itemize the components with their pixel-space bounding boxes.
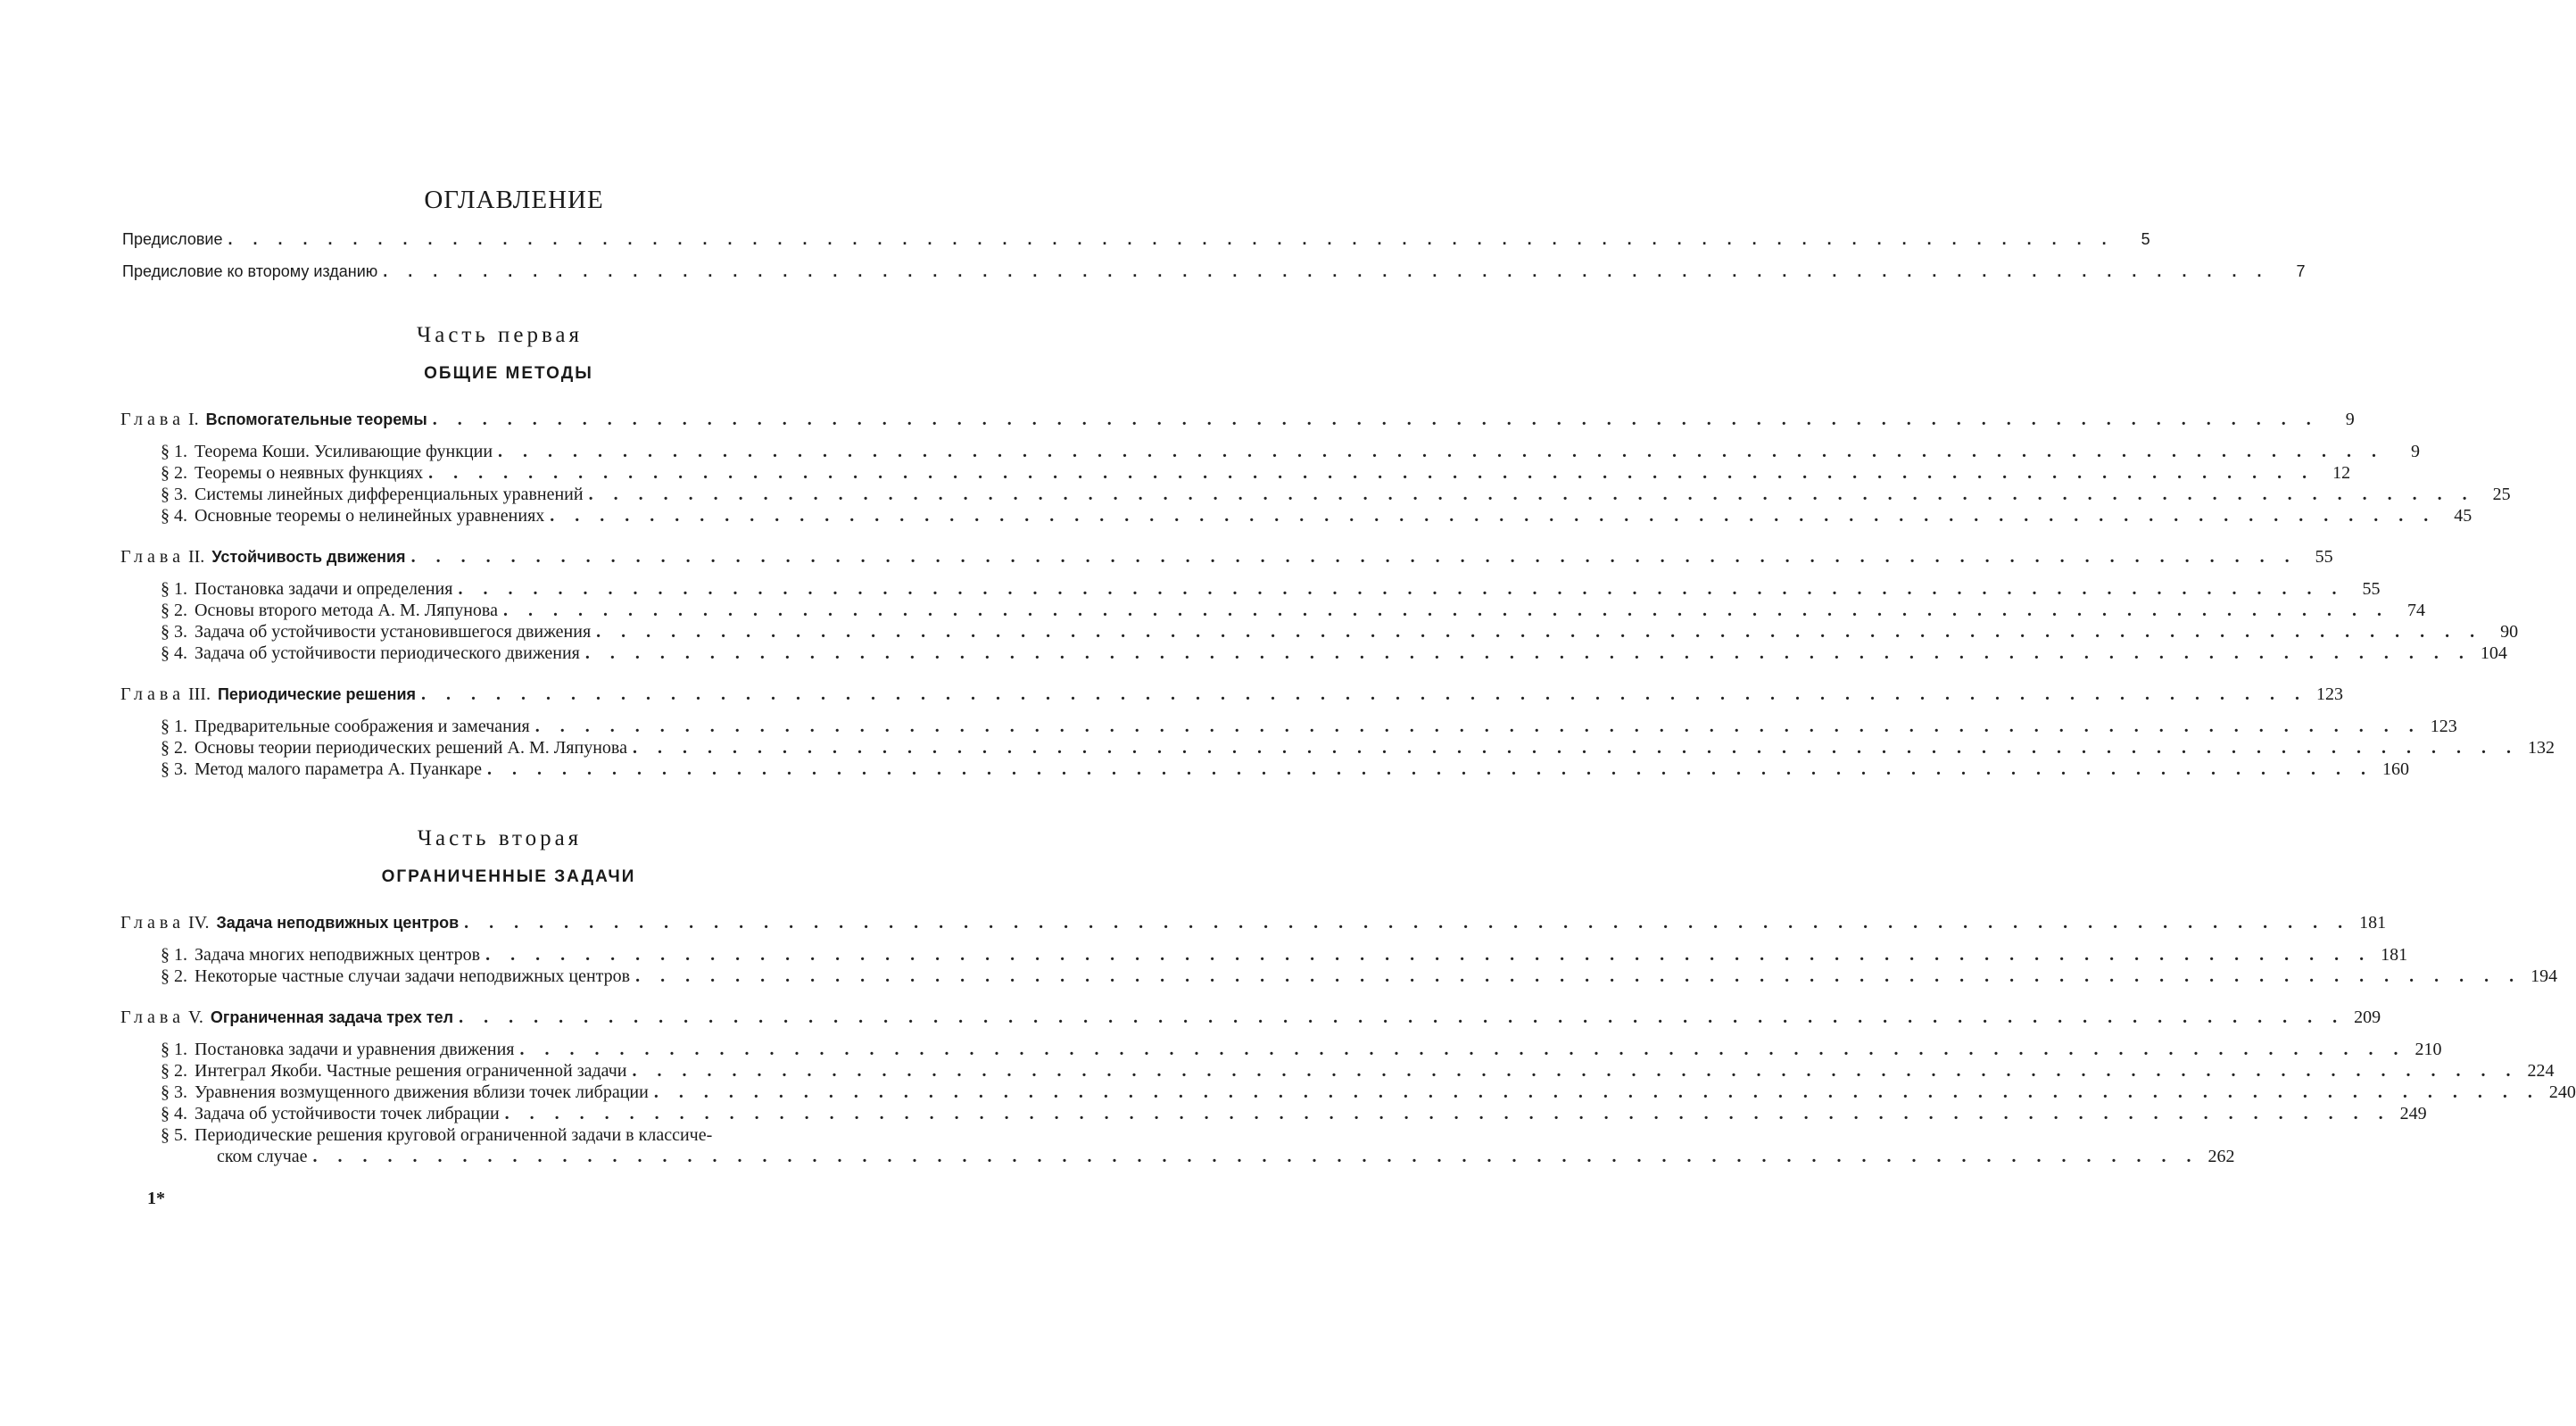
- leader-dots: . . . . . . . . . . . . . . . . . . . . . . . . . . . . . . . . . . . . . . . . . . . . . . . . . . . . . . . . . . . . . . . . . . . . . . . . . . . .: [632, 1061, 2519, 1081]
- toc-section-continuation[interactable]: [217, 1146, 2235, 1167]
- page-number: 132: [2527, 738, 2555, 758]
- page-number: 9: [2411, 442, 2421, 461]
- leader-dots: . . . . . . . . . . . . . . . . . . . . . . . . . . . . . . . . . . . . . . . . . . . . . . . . . . . . . . . . . . . . . . . . . . . . . . . . . . . .: [432, 410, 2319, 429]
- section-title: Предварительные соображения и замечания: [195, 717, 530, 736]
- part-subtitle: ОБЩИЕ МЕТОДЫ: [424, 364, 593, 383]
- toc-section[interactable]: [161, 578, 2381, 600]
- leader-dots: . . . . . . . . . . . . . . . . . . . . . . . . . . . . . . . . . . . . . . . . . . . . . . . . . . . . . . . . . . . . . . . . . . . . . . . . . . . .: [428, 463, 2315, 483]
- section-number: § 1.: [161, 945, 187, 965]
- section-title: Уравнения возмущенного движения вблизи точек либрации: [195, 1082, 649, 1102]
- section-number: § 1.: [161, 717, 187, 736]
- section-number: § 4.: [161, 1104, 187, 1123]
- toc-section[interactable]: [161, 716, 2457, 737]
- section-number: § 3.: [161, 759, 187, 779]
- leader-dots: . . . . . . . . . . . . . . . . . . . . . . . . . . . . . . . . . . . . . . . . . . . . . . . . . . . . . . . . . . . . . . . . . . . . . . . . . . . .: [383, 262, 2270, 280]
- page-number: 262: [2207, 1147, 2235, 1166]
- toc-title: ОГЛАВЛЕНИЕ: [424, 186, 604, 214]
- leader-dots: . . . . . . . . . . . . . . . . . . . . . . . . . . . . . . . . . . . . . . . . . . . . . . . . . . . . . . . . . . . . . . . . . . . . . . . . . . . .: [410, 547, 2298, 567]
- toc-section[interactable]: [161, 966, 2558, 987]
- section-number: § 3.: [161, 1082, 187, 1102]
- section-number: § 3.: [161, 622, 187, 642]
- section-title-continuation: ском случае: [217, 1147, 308, 1166]
- toc-chapter[interactable]: [120, 1007, 2381, 1028]
- section-number: § 3.: [161, 485, 187, 504]
- leader-dots: . . . . . . . . . . . . . . . . . . . . . . . . . . . . . . . . . . . . . . . . . . . . . . . . . . . . . . . . . . . . . . . . . . . . . . . . . . . .: [485, 945, 2373, 965]
- chapter-number: V.: [187, 1007, 203, 1027]
- leader-dots: . . . . . . . . . . . . . . . . . . . . . . . . . . . . . . . . . . . . . . . . . . . . . . . . . . . . . . . . . . . . . . . . . . . . . . . . . . . .: [653, 1082, 2540, 1102]
- leader-dots: . . . . . . . . . . . . . . . . . . . . . . . . . . . . . . . . . . . . . . . . . . . . . . . . . . . . . . . . . . . . . . . . . . . . . . . . . . . .: [504, 1104, 2391, 1123]
- signature-mark: 1*: [147, 1189, 165, 1208]
- chapter-number: II.: [187, 547, 205, 567]
- leader-dots: . . . . . . . . . . . . . . . . . . . . . . . . . . . . . . . . . . . . . . . . . . . . . . . . . . . . . . . . . . . . . . . . . . . . . . . . . . . .: [458, 579, 2345, 599]
- chapter-title: Вспомогательные теоремы: [205, 410, 427, 428]
- page-number: 25: [2492, 485, 2511, 504]
- leader-dots: . . . . . . . . . . . . . . . . . . . . . . . . . . . . . . . . . . . . . . . . . . . . . . . . . . . . . . . . . . . . . . . . . . . . . . . . . . . .: [584, 643, 2472, 663]
- leader-dots: . . . . . . . . . . . . . . . . . . . . . . . . . . . . . . . . . . . . . . . . . . . . . . . . . . . . . . . . . . . . . . . . . . . . . . . . . . . .: [486, 759, 2373, 779]
- section-number: § 2.: [161, 738, 187, 758]
- section-title: Задача об устойчивости периодического движения: [195, 643, 580, 663]
- section-number: § 1.: [161, 579, 187, 599]
- section-title: Основы второго метода А. М. Ляпунова: [195, 601, 498, 620]
- toc-section[interactable]: [161, 441, 2421, 462]
- part-subtitle: ОГРАНИЧЕННЫЕ ЗАДАЧИ: [381, 867, 636, 886]
- chapter-number: I.: [187, 410, 199, 429]
- page-number: 194: [2530, 966, 2558, 986]
- toc-section[interactable]: [161, 1039, 2442, 1060]
- leader-dots: . . . . . . . . . . . . . . . . . . . . . . . . . . . . . . . . . . . . . . . . . . . . . . . . . . . . . . . . . . . . . . . . . . . . . . . . . . . .: [228, 230, 2115, 248]
- chapter-title: Периодические решения: [217, 685, 417, 703]
- section-title: Периодические решения круговой ограниченной задачи в классиче-: [195, 1125, 713, 1145]
- leader-dots: . . . . . . . . . . . . . . . . . . . . . . . . . . . . . . . . . . . . . . . . . . . . . . . . . . . . . . . . . . . . . . . . . . . . . . . . . . . .: [596, 622, 2483, 642]
- page-number: 5: [2141, 230, 2150, 248]
- chapter-title: Устойчивость движения: [211, 548, 406, 566]
- section-title: Постановка задачи и определения: [195, 579, 453, 599]
- toc-section[interactable]: [161, 1103, 2427, 1124]
- page-number: 55: [2362, 579, 2381, 599]
- section-title: Метод малого параметра А. Пуанкаре: [195, 759, 482, 779]
- section-number: § 2.: [161, 601, 187, 620]
- section-title: Задача об устойчивости установившегося движения: [195, 622, 592, 642]
- toc-section[interactable]: [161, 505, 2472, 526]
- toc-section[interactable]: [161, 1124, 906, 1146]
- page-number: 240: [2548, 1082, 2576, 1102]
- section-title: Интеграл Якоби. Частные решения ограниченной задачи: [195, 1061, 627, 1081]
- page-number: 181: [2359, 913, 2387, 933]
- chapter-word: Глава: [120, 913, 185, 933]
- page-number: 12: [2332, 463, 2351, 483]
- page-number: 123: [2430, 717, 2457, 736]
- chapter-number: IV.: [187, 913, 210, 933]
- page-number: 74: [2406, 601, 2425, 620]
- leader-dots: . . . . . . . . . . . . . . . . . . . . . . . . . . . . . . . . . . . . . . . . . . . . . . . . . . . . . . . . . . . . . . . . . . . . . . . . . . . .: [588, 485, 2475, 504]
- leader-dots: . . . . . . . . . . . . . . . . . . . . . . . . . . . . . . . . . . . . . . . . . . . . . . . . . . . . . . . . . . . . . . . . . . . . . . . . . . . .: [459, 1007, 2346, 1027]
- leader-dots: . . . . . . . . . . . . . . . . . . . . . . . . . . . . . . . . . . . . . . . . . . . . . . . . . . . . . . . . . . . . . . . . . . . . . . . . . . . .: [464, 913, 2351, 933]
- toc-entry-preface-second-edition[interactable]: [122, 261, 2306, 282]
- section-number: § 4.: [161, 506, 187, 526]
- section-title: Задача об устойчивости точек либрации: [195, 1104, 500, 1123]
- leader-dots: . . . . . . . . . . . . . . . . . . . . . . . . . . . . . . . . . . . . . . . . . . . . . . . . . . . . . . . . . . . . . . . . . . . . . . . . . . . .: [502, 601, 2390, 620]
- toc-chapter[interactable]: [120, 409, 2355, 430]
- chapter-word: Глава: [120, 410, 185, 429]
- page-number: 7: [2296, 262, 2306, 280]
- section-number: § 2.: [161, 463, 187, 483]
- section-number: § 1.: [161, 442, 187, 461]
- toc-section[interactable]: [161, 462, 2351, 484]
- toc-section[interactable]: [161, 643, 2507, 664]
- page-number: 55: [2315, 547, 2333, 567]
- entry-title: Предисловие: [122, 230, 223, 248]
- page-number: 123: [2316, 684, 2344, 704]
- part-title: Часть вторая: [417, 826, 583, 850]
- section-number: § 5.: [161, 1125, 187, 1145]
- toc-section[interactable]: [161, 759, 2409, 780]
- toc-chapter[interactable]: [120, 546, 2333, 568]
- page-number: 209: [2354, 1007, 2381, 1027]
- toc-section[interactable]: [161, 1082, 2576, 1103]
- leader-dots: . . . . . . . . . . . . . . . . . . . . . . . . . . . . . . . . . . . . . . . . . . . . . . . . . . . . . . . . . . . . . . . . . . . . . . . . . . . .: [632, 738, 2519, 758]
- chapter-title: Ограниченная задача трех тел: [210, 1008, 454, 1026]
- leader-dots: . . . . . . . . . . . . . . . . . . . . . . . . . . . . . . . . . . . . . . . . . . . . . . . . . . . . . . . . . . . . . . . . . . . . . . . . . . . .: [421, 684, 2308, 704]
- leader-dots: . . . . . . . . . . . . . . . . . . . . . . . . . . . . . . . . . . . . . . . . . . . . . . . . . . . . . . . . . . . . . . . . . . . . . . . . . . . .: [534, 717, 2422, 736]
- chapter-title: Задача неподвижных центров: [216, 914, 460, 932]
- page-number: 160: [2381, 759, 2409, 779]
- toc-section[interactable]: [161, 737, 2555, 759]
- toc-chapter[interactable]: [120, 684, 2344, 705]
- section-number: § 1.: [161, 1040, 187, 1059]
- page-number: 9: [2345, 410, 2355, 429]
- page-number: 249: [2399, 1104, 2427, 1123]
- section-title: Теорема Коши. Усиливающие функции: [195, 442, 493, 461]
- toc-chapter[interactable]: [120, 912, 2387, 933]
- section-title: Основные теоремы о нелинейных уравнениях: [195, 506, 545, 526]
- toc-entry-preface[interactable]: [122, 228, 2150, 250]
- chapter-word: Глава: [120, 1007, 185, 1027]
- leader-dots: . . . . . . . . . . . . . . . . . . . . . . . . . . . . . . . . . . . . . . . . . . . . . . . . . . . . . . . . . . . . . . . . . . . . . . . . . . . .: [550, 506, 2437, 526]
- section-number: § 4.: [161, 643, 187, 663]
- leader-dots: . . . . . . . . . . . . . . . . . . . . . . . . . . . . . . . . . . . . . . . . . . . . . . . . . . . . . . . . . . . . . . . . . . . . . . . . . . . .: [519, 1040, 2406, 1059]
- page-number: 90: [2500, 622, 2519, 642]
- chapter-word: Глава: [120, 547, 185, 567]
- toc-section[interactable]: [161, 621, 2519, 643]
- toc-section[interactable]: [161, 484, 2511, 505]
- leader-dots: . . . . . . . . . . . . . . . . . . . . . . . . . . . . . . . . . . . . . . . . . . . . . . . . . . . . . . . . . . . . . . . . . . . . . . . . . . . .: [312, 1147, 2199, 1166]
- page-number: 210: [2414, 1040, 2442, 1059]
- leader-dots: . . . . . . . . . . . . . . . . . . . . . . . . . . . . . . . . . . . . . . . . . . . . . . . . . . . . . . . . . . . . . . . . . . . . . . . . . . . .: [635, 966, 2522, 986]
- entry-title: Предисловие ко второму изданию: [122, 262, 378, 280]
- leader-dots: . . . . . . . . . . . . . . . . . . . . . . . . . . . . . . . . . . . . . . . . . . . . . . . . . . . . . . . . . . . . . . . . . . . . . . . . . . . .: [498, 442, 2385, 461]
- page-number: 45: [2454, 506, 2472, 526]
- chapter-number: III.: [187, 684, 211, 704]
- section-title: Системы линейных дифференциальных уравнений: [195, 485, 584, 504]
- page-number: 104: [2480, 643, 2507, 663]
- section-title: Задача многих неподвижных центров: [195, 945, 481, 965]
- toc-section[interactable]: [161, 944, 2408, 966]
- section-title: Основы теории периодических решений А. М. Ляпунова: [195, 738, 627, 758]
- page-number: 224: [2527, 1061, 2555, 1081]
- page-number: 181: [2381, 945, 2408, 965]
- section-number: § 2.: [161, 1061, 187, 1081]
- section-number: § 2.: [161, 966, 187, 986]
- section-title: Постановка задачи и уравнения движения: [195, 1040, 515, 1059]
- chapter-word: Глава: [120, 684, 185, 704]
- section-title: Некоторые частные случаи задачи неподвижных центров: [195, 966, 631, 986]
- section-title: Теоремы о неявных функциях: [195, 463, 424, 483]
- toc-section[interactable]: [161, 600, 2425, 621]
- toc-section[interactable]: [161, 1060, 2555, 1082]
- part-title: Часть первая: [416, 323, 584, 347]
